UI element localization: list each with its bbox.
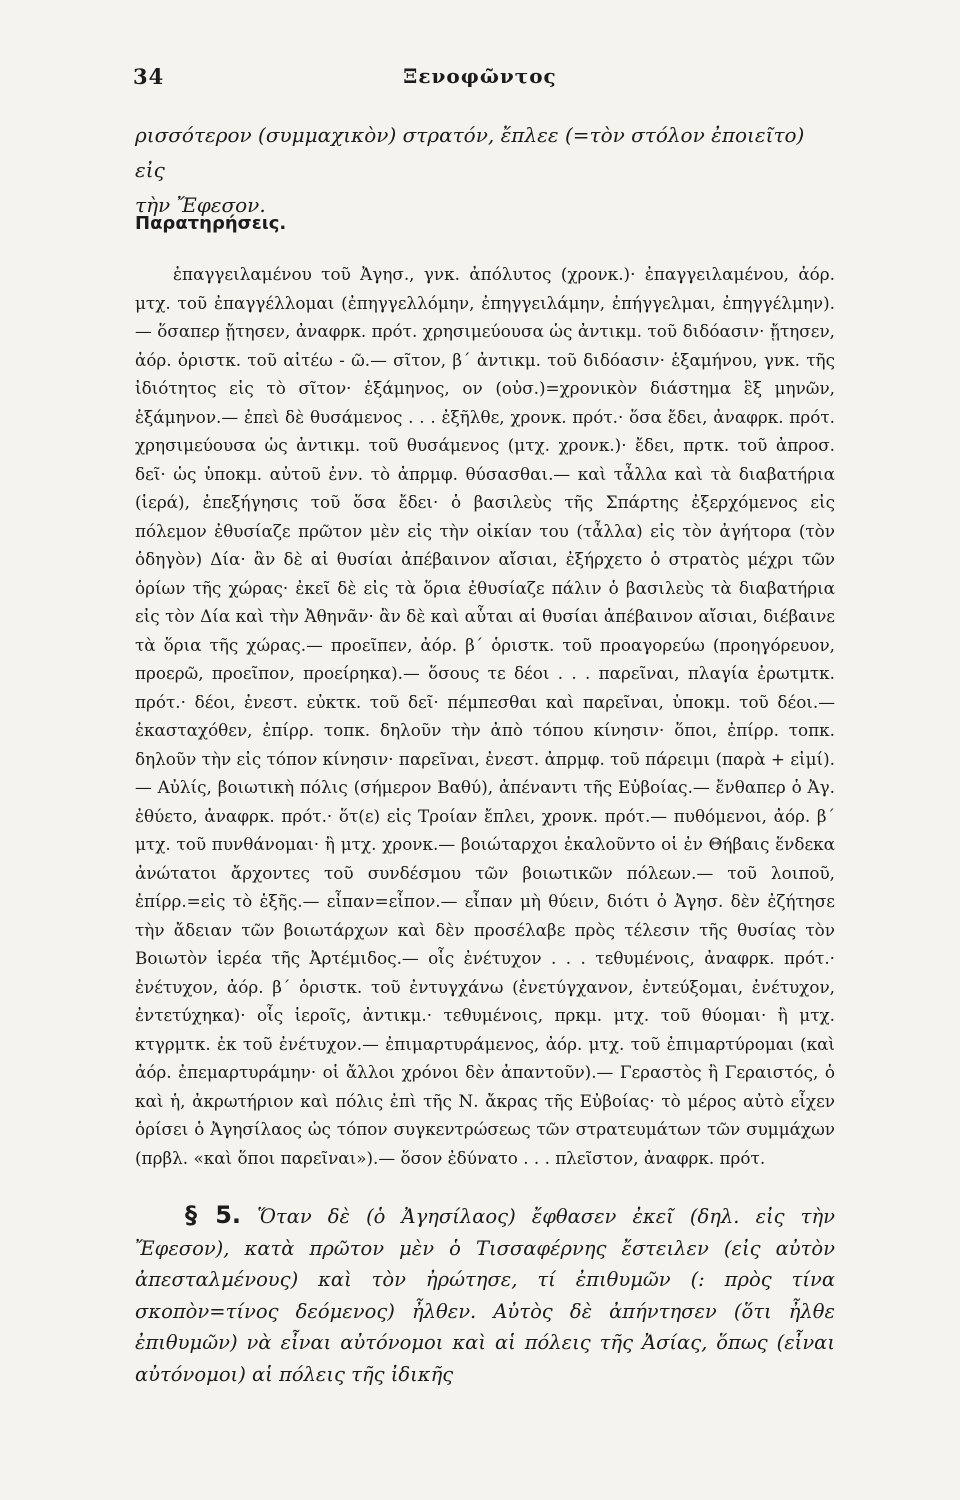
section-5: [135, 1200, 835, 1390]
running-title: Ξενοφῶντος: [403, 64, 557, 88]
intro-line: τὴν Ἔφεσον.: [135, 193, 266, 217]
notes-section: [135, 260, 835, 1172]
intro-line: ρισσότερον (συμμαχικὸν) στρατόν, ἔπλεε (=τὸν στόλον ἐποιεῖτο) εἰς: [135, 123, 805, 182]
section-5-paragraph: [135, 1200, 835, 1390]
notes-heading: Παρατηρήσεις.: [135, 213, 287, 234]
section-mark: § 5.: [185, 1201, 242, 1229]
section-5-text: Ὅταν δὲ (ὁ Ἀγησίλαος) ἔφθασεν ἐκεῖ (δηλ. εἰς τὴν Ἔφεσον), κατὰ πρῶτον μὲν ὁ Τισσαφέρνης ἔστειλεν (εἰς αὐτὸν ἀπεσταλμένους) καὶ τὸν ἠρώτησε, τί ἐπιθυμῶν (: πρὸς τίνα σκοπὸν=τίνος δεόμενος) ἦλθεν. Αὐτὸς δὲ ἀπήντησεν (ὅτι ἦλθε ἐπιθυμῶν) νὰ εἶναι αὐτόνομοι καὶ αἱ πόλεις τῆς Ἀσίας, ὅπως (εἶναι αὐτόνομοι) αἱ πόλεις τῆς ἰδικῆς: [135, 1205, 835, 1386]
notes-paragraph: ἐπαγγειλαμένου τοῦ Ἀγησ., γνκ. ἀπόλυτος (χρονκ.)· ἐπαγγειλαμένου, ἀόρ. μτχ. τοῦ ἐπαγγέλλομαι (ἐπηγγελλόμην, ἐπηγγειλάμην, ἐπήγγελμαι, ἐπηγγέλμην).— ὅσαπερ ᾔτησεν, ἀναφρκ. πρότ. χρησιμεύουσα ὡς ἀντικμ. τοῦ διδόασιν· ᾔτησεν, ἀόρ. ὁριστκ. τοῦ αἰτέω - ῶ.— σῖτον, β΄ ἀντικμ. τοῦ διδόασιν· ἑξαμήνου, γνκ. τῆς ἰδιότητος εἰς τὸ σῖτον· ἑξάμηνος, ον (οὐσ.)=χρονικὸν διάστημα ἓξ μηνῶν, ἑξάμηνον.— ἐπεὶ δὲ θυσάμενος . . . ἐξῆλθε, χρονκ. πρότ.· ὅσα ἔδει, ἀναφρκ. πρότ. χρησιμεύουσα ὡς ἀντικμ. τοῦ θυσάμενος (μτχ. χρονκ.)· ἔδει, πρτκ. τοῦ ἀπροσ. δεῖ· ὡς ὑποκμ. αὐτοῦ ἐνν. τὸ ἀπρμφ. θύσασθαι.— καὶ τἆλλα καὶ τὰ διαβατήρια (ἱερά), ἐπεξήγησις τοῦ ὅσα ἔδει· ὁ βασιλεὺς τῆς Σπάρτης ἐξερχόμενος εἰς πόλεμον ἐθυσίαζε πρῶτον μὲν εἰς τὴν οἰκίαν του (τἆλλα) εἰς τὸν ἀγήτορα (τὸν ὁδηγὸν) Δία· ἂν δὲ αἱ θυσίαι ἀπέβαινον αἴσιαι, ἐξήρχετο ὁ στρατὸς μέχρι τῶν ὁρίων τῆς χώρας· ἐκεῖ δὲ εἰς τὰ ὅρια ἐθυσίαζε πάλιν ὁ βασιλεὺς τὰ διαβατήρια εἰς τὸν Δία καὶ τὴν Ἀθηνᾶν· ἂν δὲ καὶ αὗται αἱ θυσίαι ἀπέβαινον αἴσιαι, διέβαινε τὰ ὅρια τῆς χώρας.— προεῖπεν, ἀόρ. β΄ ὁριστκ. τοῦ προαγορεύω (προηγόρευον, προερῶ, προεῖπον, προείρηκα).— ὅσους τε δέοι . . . παρεῖναι, πλαγία ἐρωτμτκ. πρότ.· δέοι, ἐνεστ. εὐκτκ. τοῦ δεῖ· πέμπεσθαι καὶ παρεῖναι, ὑποκμ. τοῦ δέοι.— ἑκασταχόθεν, ἐπίρρ. τοπκ. δηλοῦν τὴν ἀπὸ τόπου κίνησιν· ὅποι, ἐπίρρ. τοπκ. δηλοῦν τὴν εἰς τόπον κίνησιν· παρεῖναι, ἐνεστ. ἀπρμφ. τοῦ πάρειμι (παρὰ + εἰμί).— Αὐλίς, βοιωτικὴ πόλις (σήμερον Βαθύ), ἀπέναντι τῆς Εὐβοίας.— ἔνθαπερ ὁ Ἀγ. ἐθύετο, ἀναφρκ. πρότ.· ὅτ(ε) εἰς Τροίαν ἔπλει, χρονκ. πρότ.— πυθόμενοι, ἀόρ. β΄ μτχ. τοῦ πυνθάνομαι· ἢ μτχ. χρονκ.— βοιώταρχοι ἐκαλοῦντο οἱ ἐν Θήβαις ἕνδεκα ἀνώτατοι ἄρχοντες τοῦ συνδέσμου τῶν βοιωτικῶν πόλεων.— τοῦ λοιποῦ, ἐπίρρ.=εἰς τὸ ἑξῆς.— εἶπαν=εἶπον.— εἶπαν μὴ θύειν, διότι ὁ Ἀγησ. δὲν ἐζήτησε τὴν ἄδειαν τῶν βοιωτάρχων καὶ δὲν προσέλαβε πρὸς τέλεσιν τῆς θυσίας τὸν Βοιωτὸν ἱερέα τῆς Ἀρτέμιδος.— οἷς ἐνέτυχον . . . τεθυμένοις, ἀναφρκ. πρότ.· ἐνέτυχον, ἀόρ. β΄ ὁριστκ. τοῦ ἐντυγχάνω (ἐνετύγχανον, ἐντεύξομαι, ἐνέτυχον, ἐντετύχηκα)· οἷς ἱεροῖς, ἀντικμ.· τεθυμένοις, πρκμ. μτχ. τοῦ θύομαι· ἢ μτχ. κτγρμτκ. ἐκ τοῦ ἐνέτυχον.— ἐπιμαρτυράμενος, ἀόρ. μτχ. τοῦ ἐπιμαρτύρομαι (καὶ ἀόρ. ἐπεμαρτυράμην· οἱ ἄλλοι χρόνοι δὲν ἀπαντοῦν).— Γεραστὸς ἢ Γεραιστός, ὁ καὶ ἡ, ἀκρωτήριον καὶ πόλις ἐπὶ τῆς Ν. ἄκρας τῆς Εὐβοίας· τὸ μέρος αὐτὸ εἶχεν ὁρίσει ὁ Ἀγησίλαος ὡς τόπον συγκεντρώσεως τῶν στρατευμάτων τῶν συμμάχων (πρβλ. «καὶ ὅποι παρεῖναι»).— ὅσον ἐδύνατο . . . πλεῖστον, ἀναφρκ. πρότ.: [135, 264, 835, 1168]
intro-paragraph: [135, 118, 835, 223]
page-number: 34: [133, 64, 165, 89]
